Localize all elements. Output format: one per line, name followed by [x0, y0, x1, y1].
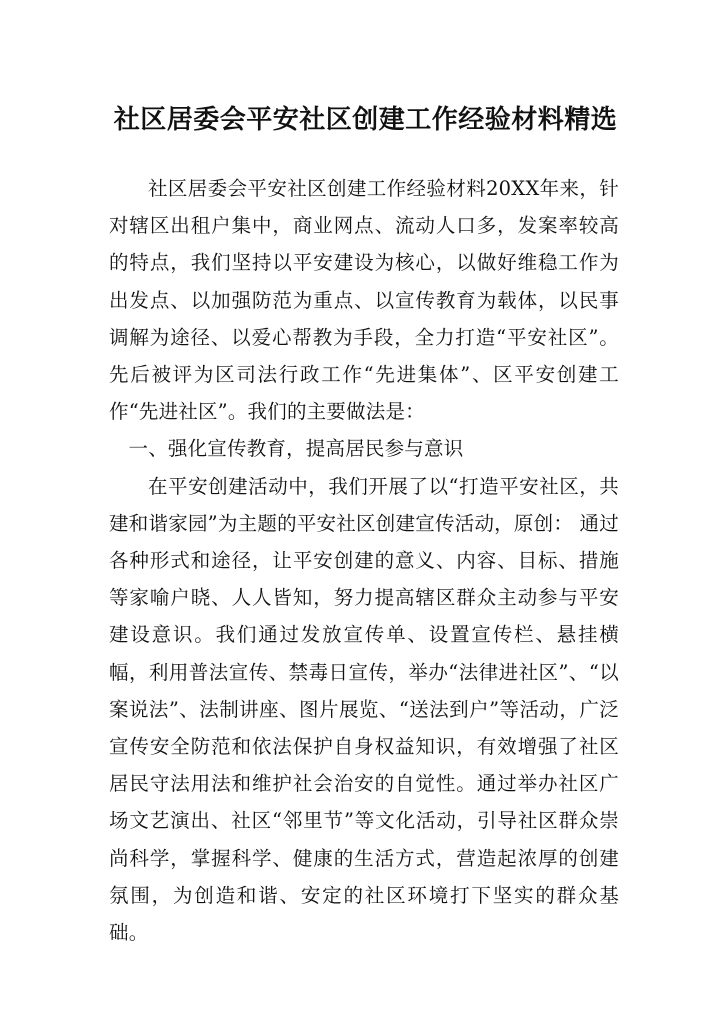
document-title: 社区居委会平安社区创建工作经验材料精选: [113, 105, 618, 136]
intro-paragraph: 社区居委会平安社区创建工作经验材料20XX年来，针对辖区出租户集中，商业网点、流动人口多，发案率较高的特点，我们坚持以平安建设为核心，以做好维稳工作为出发点、以加强防范为重点、以宣传教育为载体，以民事调解为途径、以爱心帮教为手段，全力打造“平安社区”。先后被评为区司法行政工作“先进集体”、区平安创建工作“先进社区”。我们的主要做法是：: [109, 177, 619, 424]
section-heading-one: 一、强化宣传教育，提高居民参与意识: [128, 437, 464, 461]
section-one-paragraph: 在平安创建活动中，我们开展了以“打造平安社区，共建和谐家园”为主题的平安社区创建宣传活动，原创： 通过各种形式和途径，让平安创建的意义、内容、目标、措施等家喻户晓、人人皆知，努力提高辖区群众主动参与平安建设意识。我们通过发放宣传单、设置宣传栏、悬挂横幅，利用普法宣传、禁毒日宣传，举办“法律进社区”、“以案说法”、法制讲座、图片展览、“送法到户”等活动，广泛宣传安全防范和依法保护自身权益知识，有效增强了社区居民守法用法和维护社会治安的自觉性。通过举办社区广场文艺演出、社区“邻里节”等文化活动，引导社区群众崇尚科学，掌握科学、健康的生活方式，营造起浓厚的创建氛围，为创造和谐、安定的社区环境打下坚实的群众基础。: [109, 474, 619, 945]
document-body: [109, 170, 619, 951]
